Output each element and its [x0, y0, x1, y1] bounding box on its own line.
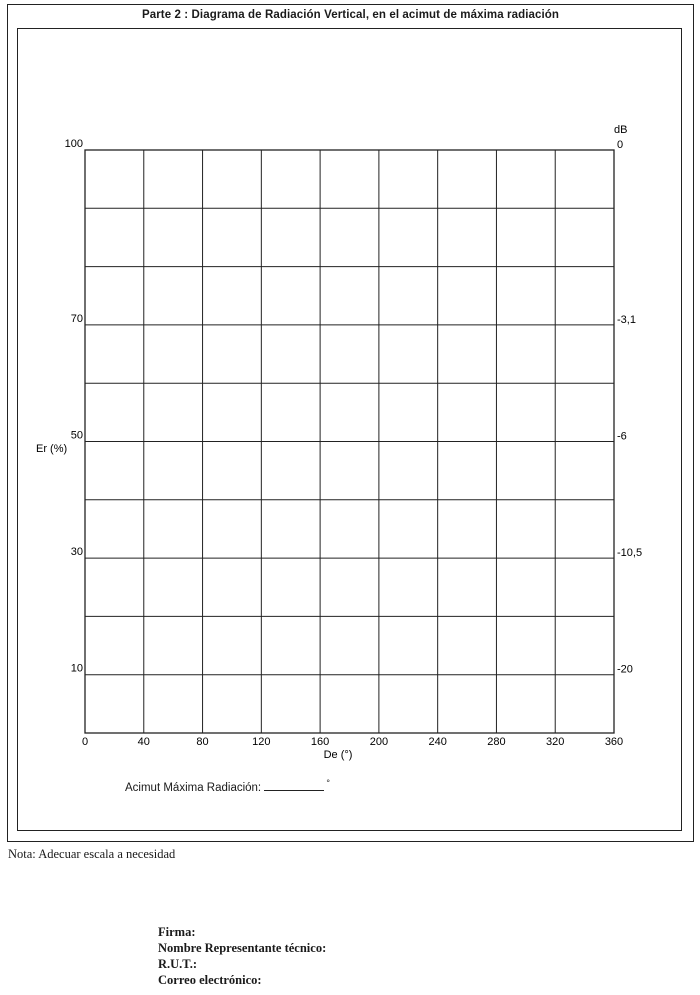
y-tick-label: 50 [70, 429, 83, 442]
chart-grid [85, 150, 614, 733]
y2-tick-label: -3,1 [617, 313, 636, 326]
x-tick-label: 240 [428, 736, 447, 748]
y2-tick-label: -10,5 [617, 547, 643, 560]
y2-axis-label: dB [614, 124, 628, 136]
x-tick-label: 0 [81, 736, 89, 748]
y-axis-label: Er (%) [36, 443, 68, 455]
y-axis-ticks [65, 138, 83, 675]
y-tick-label: 100 [64, 138, 83, 150]
y2-tick-label: 0 [617, 139, 624, 151]
y2-tick-label: -6 [617, 430, 627, 443]
acimut-label-text: Acimut Máxima Radiación: [125, 782, 262, 794]
firma-label: Firma: [158, 925, 196, 939]
x-axis-label: De (°) [323, 749, 353, 761]
x-tick-label: 200 [369, 736, 389, 748]
y-tick-label: 10 [70, 662, 83, 675]
y2-axis-ticks [617, 139, 642, 676]
y-tick-label: 30 [70, 546, 83, 559]
form-title: Parte 2 : Diagrama de Radiación Vertical, en el acimut de máxima radiación [141, 9, 560, 21]
acimut-input-line[interactable] [264, 778, 324, 791]
y2-tick-label: -20 [617, 663, 633, 676]
x-tick-label: 320 [546, 736, 565, 748]
x-tick-label: 40 [137, 736, 150, 748]
x-tick-label: 160 [310, 736, 330, 748]
acimut-unit: ° [326, 778, 330, 789]
rut-label: R.U.T.: [158, 957, 198, 971]
x-tick-label: 360 [604, 736, 624, 748]
y-tick-label: 70 [70, 312, 83, 325]
correo-label: Correo electrónico: [158, 973, 262, 987]
x-tick-label: 80 [196, 736, 209, 748]
nota-text: Nota: Adecuar escala a necesidad [8, 847, 176, 861]
x-axis-ticks [82, 736, 623, 748]
signature-block [158, 924, 326, 988]
nombre-label: Nombre Representante técnico: [158, 941, 327, 955]
x-tick-label: 120 [252, 736, 271, 748]
x-tick-label: 280 [487, 736, 506, 748]
acimut-field [125, 778, 330, 794]
